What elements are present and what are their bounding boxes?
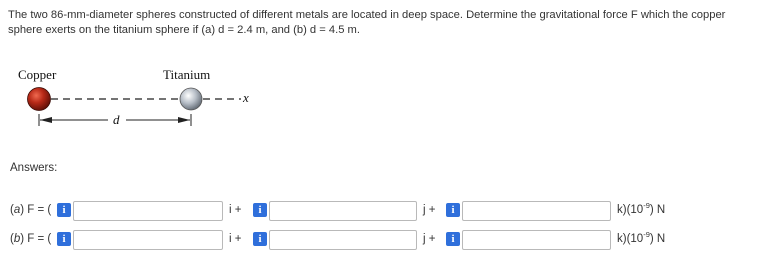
x-axis-label: x xyxy=(243,90,249,105)
k-unit-label: $k)(10^{-9})$ N xyxy=(617,201,666,216)
answer-b-j-component-input[interactable] xyxy=(269,230,417,250)
info-icon[interactable]: i xyxy=(446,232,460,246)
i-unit-label: i + xyxy=(229,233,242,245)
info-icon[interactable]: i xyxy=(253,232,267,246)
answer-a-i-component-input[interactable] xyxy=(73,201,223,221)
answer-row-a xyxy=(0,201,774,221)
answer-b-i-component-input[interactable] xyxy=(73,230,223,250)
k-unit-label: $k)(10^{-9})$ N xyxy=(617,230,666,245)
titanium-label: Titanium xyxy=(163,67,211,82)
answer-b-k-component-input[interactable] xyxy=(462,230,611,250)
dimension-arrow-left xyxy=(40,117,52,123)
answer-row-b xyxy=(0,230,774,250)
problem-statement: The two 86-mm-diameter spheres constructed of different metals are located in deep space. Determine the gravitational force F which the copper sphere exerts on the titanium sphere if (a) d = 2.4 m, and (b) d = 4.5 m. xyxy=(8,9,726,36)
i-unit-label: i + xyxy=(229,204,242,216)
answer-a-j-component-input[interactable] xyxy=(269,201,417,221)
info-icon[interactable]: i xyxy=(446,203,460,217)
copper-sphere xyxy=(28,88,51,111)
answer-label-b: (b) F = ( xyxy=(10,233,52,245)
j-unit-label: j + xyxy=(423,204,436,216)
distance-label: d xyxy=(113,112,120,127)
titanium-sphere xyxy=(180,88,202,110)
copper-label: Copper xyxy=(18,67,57,82)
dimension-arrow-right xyxy=(178,117,190,123)
answers-heading: Answers: xyxy=(10,162,58,174)
info-icon[interactable]: i xyxy=(253,203,267,217)
answer-label-a: (a) F = ( xyxy=(10,204,52,216)
info-icon[interactable]: i xyxy=(57,203,71,217)
info-icon[interactable]: i xyxy=(57,232,71,246)
j-unit-label: j + xyxy=(423,233,436,245)
answer-a-k-component-input[interactable] xyxy=(462,201,611,221)
